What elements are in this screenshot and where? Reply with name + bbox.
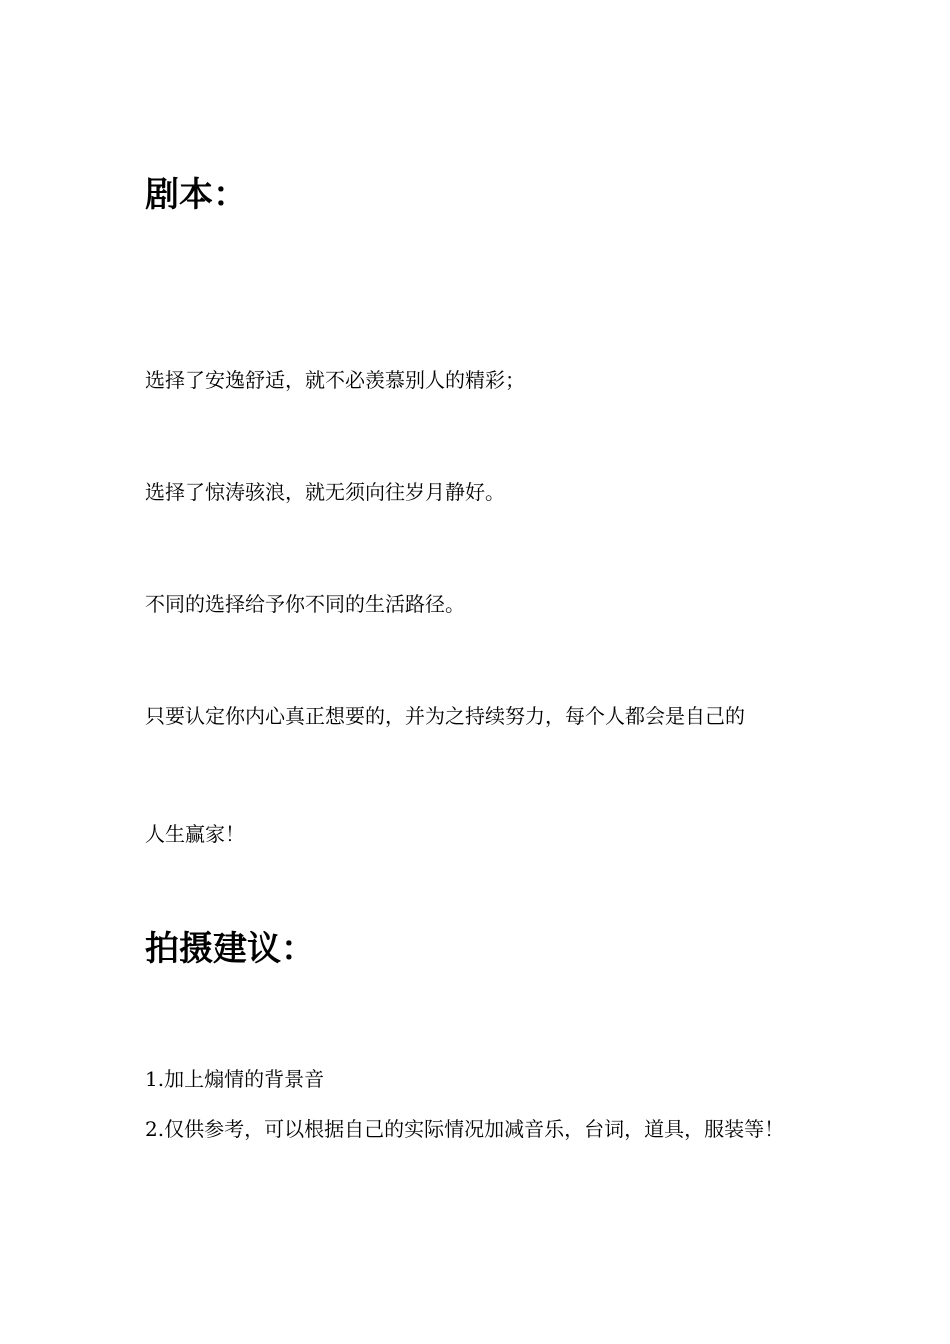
script-line-3: 不同的选择给予你不同的生活路径。 <box>145 592 465 616</box>
suggestion-item-2: 2.仅供参考，可以根据自己的实际情况加减音乐，台词，道具，服装等！ <box>145 1117 785 1141</box>
script-line-1: 选择了安逸舒适，就不必羡慕别人的精彩； <box>145 368 525 392</box>
script-line-5: 人生赢家！ <box>145 822 245 846</box>
script-line-4: 只要认定你内心真正想要的，并为之持续努力，每个人都会是自己的 <box>145 704 745 728</box>
suggestion-item-1: 1.加上煽情的背景音 <box>145 1067 325 1091</box>
script-line-2: 选择了惊涛骇浪，就无须向往岁月静好。 <box>145 480 505 504</box>
script-heading: 剧本： <box>145 175 247 215</box>
shooting-suggestions-heading: 拍摄建议： <box>145 929 315 969</box>
